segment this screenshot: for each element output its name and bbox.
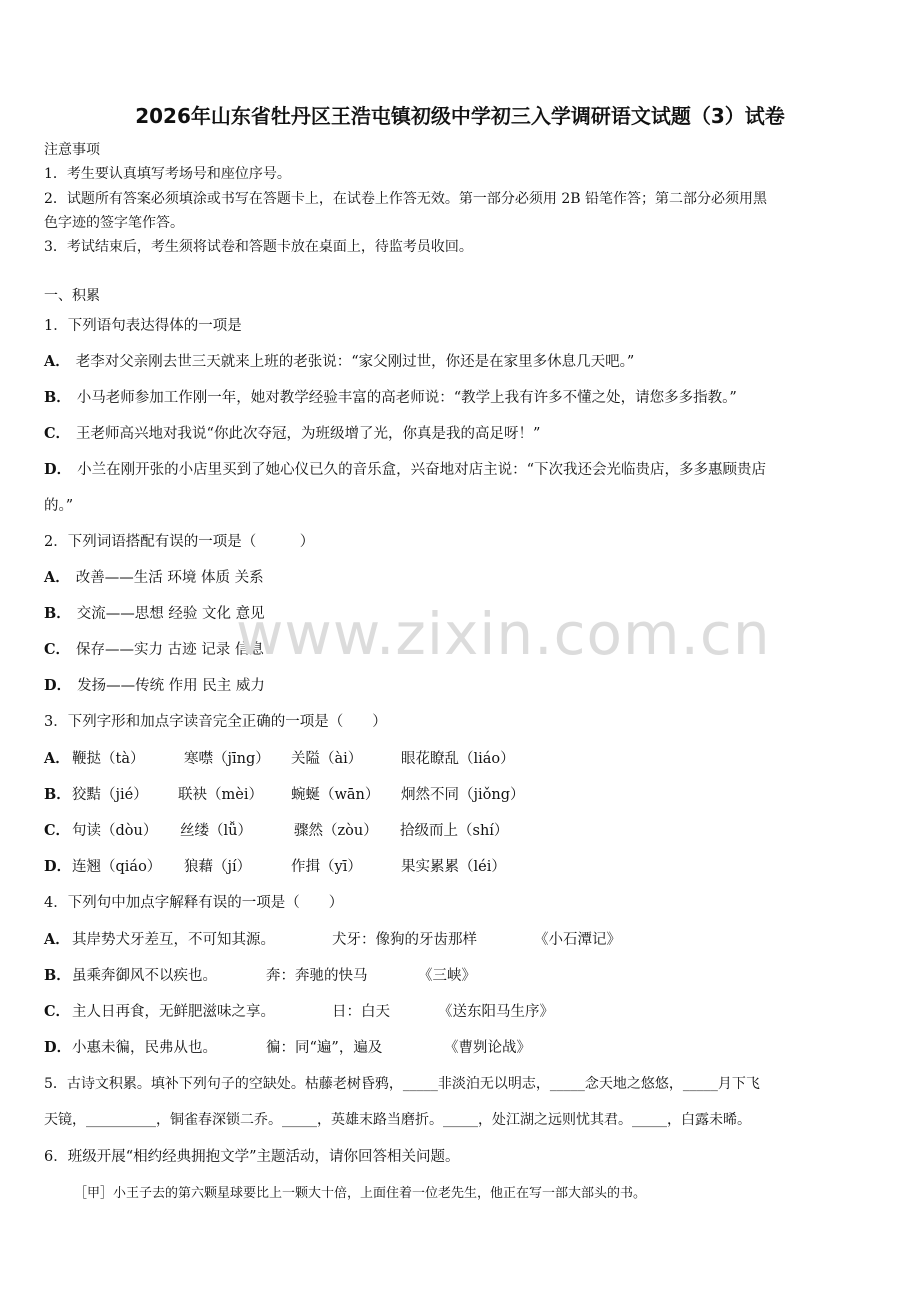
section-heading: 一、积累 [44, 288, 100, 304]
option-cell: 徧：同“遍”，遍及 [266, 1040, 383, 1056]
option-a [44, 747, 515, 768]
option-cell: 《小石潭记》 [534, 932, 621, 948]
option-cell: 丝缕（lǚ） [180, 823, 252, 839]
watermark: www.zixin.com.cn [236, 600, 771, 668]
option-b [44, 964, 476, 985]
option-b [44, 386, 737, 407]
fill-blank-line: 5．古诗文积累。填补下列句子的空缺处。枯藤老树昏鸦，_____非淡泊无以明志，_____念天地之悠悠，_____月下飞 [44, 1076, 760, 1092]
notice-item: 3．考试结束后，考生须将试卷和答题卡放在桌面上，待监考员收回。 [44, 239, 473, 255]
option-c [44, 1000, 554, 1021]
option-cell: 鞭挞（tà） [72, 751, 145, 767]
option-label: B． [44, 967, 71, 984]
option-text: 老李对父亲刚去世三天就来上班的老张说：“家父刚过世，你还是在家里多休息几天吧。” [75, 354, 635, 370]
option-text: 改善——生活 环境 体质 关系 [75, 570, 264, 586]
notice-item: 色字迹的签字笔作答。 [44, 215, 184, 231]
option-d [44, 674, 265, 695]
option-text: 保存——实力 古迹 记录 信息 [76, 642, 264, 658]
page-title: 2026年山东省牡丹区王浩屯镇初级中学初三入学调研语文试题（3）试卷 [135, 104, 785, 128]
option-cell: 奔：奔驰的快马 [266, 968, 368, 984]
option-cell: 《曹刿论战》 [444, 1040, 531, 1056]
option-cell: 联袂（mèi） [178, 787, 263, 803]
option-text: 发扬——传统 作用 民主 威力 [77, 678, 265, 694]
option-cell: 犬牙：像狗的牙齿那样 [332, 932, 477, 948]
option-label: A． [44, 569, 70, 586]
option-label: D． [44, 1039, 72, 1056]
option-cell: 《三峡》 [418, 968, 476, 984]
option-label: B． [44, 786, 71, 803]
option-text: 交流——思想 经验 文化 意见 [76, 606, 265, 622]
option-cell: 寒噤（jīng） [184, 751, 270, 767]
option-cell: 作揖（yī） [291, 859, 362, 875]
question-stem: 4．下列句中加点字解释有误的一项是（ ） [44, 895, 344, 911]
question-stem: 6．班级开展“相约经典拥抱文学”主题活动，请你回答相关问题。 [44, 1149, 460, 1165]
notice-item: 2．试题所有答案必须填涂或书写在答题卡上，在试卷上作答无效。第一部分必须用 2B 铅笔作答；第二部分必须用黑 [44, 191, 767, 207]
notice-heading: 注意事项 [44, 142, 100, 158]
option-cell: 果实累累（léi） [401, 859, 506, 875]
option-a [44, 566, 264, 587]
option-a [44, 928, 621, 949]
option-label: B． [44, 605, 71, 622]
option-label: D． [44, 677, 72, 694]
option-text: 小马老师参加工作刚一年，她对教学经验丰富的高老师说：“教学上我有许多不懂之处，请您多多指教。” [76, 390, 737, 406]
option-label: D． [44, 858, 72, 875]
option-label: A． [44, 353, 70, 370]
option-c [44, 422, 540, 443]
option-cell: 小惠未徧，民弗从也。 [72, 1040, 217, 1056]
notice-item: 1．考生要认真填写考场号和座位序号。 [44, 166, 291, 182]
option-cell: 关隘（ài） [291, 751, 363, 767]
option-cell: 狼藉（jí） [184, 859, 252, 875]
option-label: C． [44, 1003, 71, 1020]
option-cell: 拾级而上（shí） [400, 823, 509, 839]
option-label: A． [44, 750, 70, 767]
option-cell: 炯然不同（jiǒng） [401, 787, 525, 803]
option-cell: 骤然（zòu） [294, 823, 378, 839]
option-b [44, 602, 265, 623]
option-cell: 眼花瞭乱（liáo） [401, 751, 515, 767]
option-cell: 蜿蜒（wān） [291, 787, 380, 803]
option-cell: 日：白天 [332, 1004, 390, 1020]
option-d [44, 1036, 531, 1057]
option-d [44, 855, 506, 876]
option-label: A． [44, 931, 70, 948]
option-cell: 虽乘奔御风不以疾也。 [72, 968, 217, 984]
option-text: 王老师高兴地对我说“你此次夺冠，为班级增了光，你真是我的高足呀！” [76, 426, 541, 442]
option-cell: 主人日再食，无鲜肥滋味之享。 [72, 1004, 275, 1020]
option-cell: 句读（dòu） [72, 823, 158, 839]
option-label: C． [44, 822, 71, 839]
option-label: C． [44, 425, 71, 442]
option-cell: 狡黠（jié） [72, 787, 148, 803]
question-stem: 3．下列字形和加点字读音完全正确的一项是（ ） [44, 714, 387, 730]
option-c [44, 819, 509, 840]
reading-passage: ［甲］小王子去的第六颗星球要比上一颗大十倍，上面住着一位老先生，他正在写一部大部头的书。 [74, 1186, 647, 1201]
option-d [44, 458, 766, 479]
option-c [44, 638, 264, 659]
option-cell: 连翘（qiáo） [72, 859, 162, 875]
option-cell: 《送东阳马生序》 [438, 1004, 554, 1020]
question-stem: 2．下列词语搭配有误的一项是（ ） [44, 534, 315, 550]
option-label: B． [44, 389, 71, 406]
question-stem: 1．下列语句表达得体的一项是 [44, 318, 242, 334]
option-a [44, 350, 634, 371]
option-b [44, 783, 525, 804]
option-d-continued: 的。” [44, 498, 74, 514]
option-cell: 其岸势犬牙差互，不可知其源。 [72, 932, 275, 948]
option-text: 小兰在刚开张的小店里买到了她心仪已久的音乐盒，兴奋地对店主说：“下次我还会光临贵店，多多惠顾贵店 [77, 462, 766, 478]
option-label: D． [44, 461, 72, 478]
fill-blank-line: 天镜，__________，铜雀春深锁二乔。_____，英雄末路当磨折。_____，处江湖之远则忧其君。_____，白露未晞。 [44, 1112, 751, 1128]
option-label: C． [44, 641, 71, 658]
